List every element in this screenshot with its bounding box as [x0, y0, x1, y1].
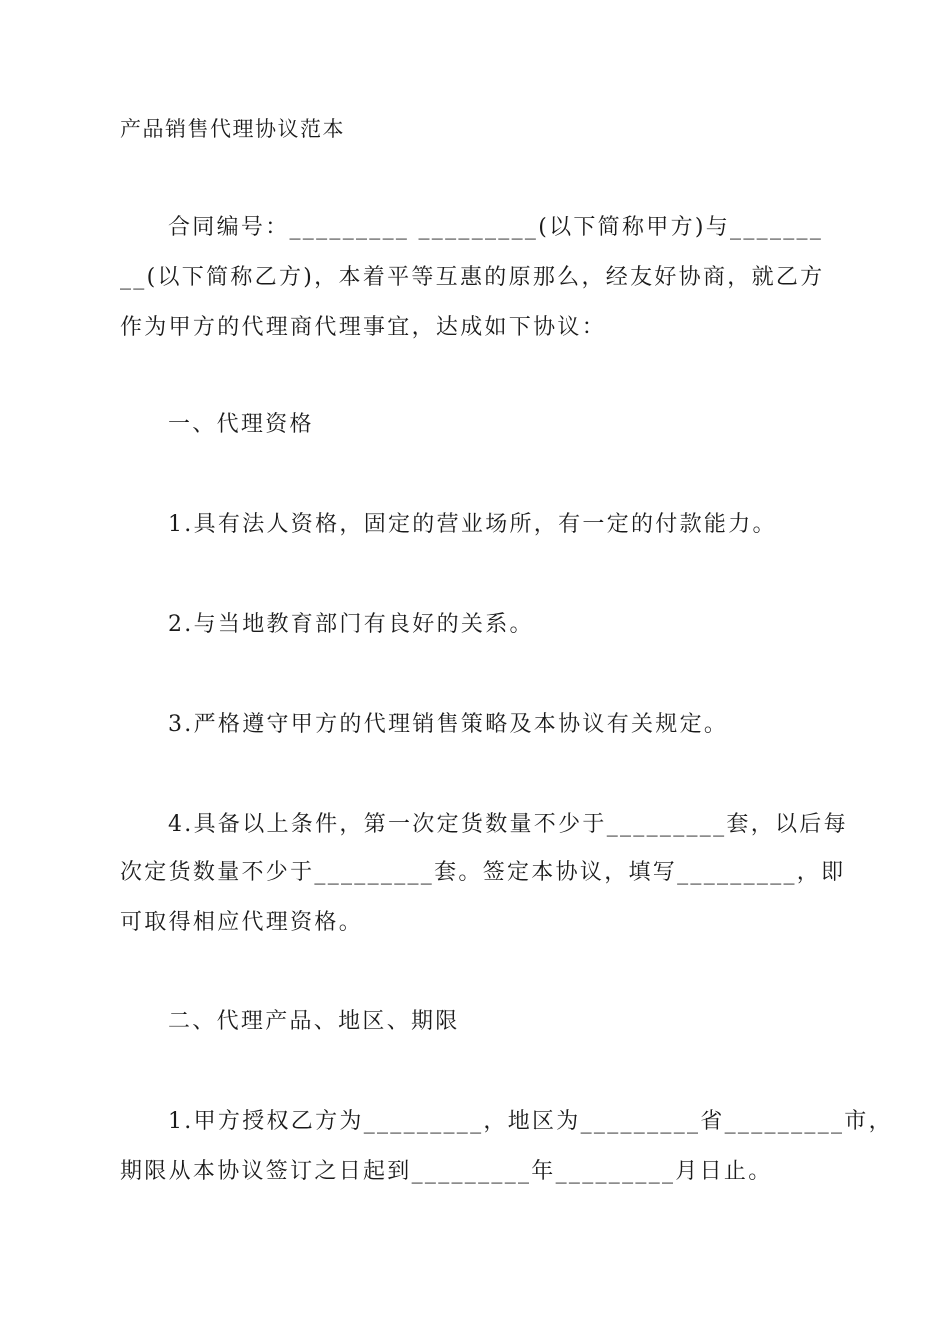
- section-2-item-1-line-2: 期限从本协议签订之日起到_________年_________月日止。: [120, 1159, 773, 1184]
- intro-line-1: 合同编号：_________ _________(以下简称甲方)与_______: [168, 215, 824, 240]
- section-2-item-1-line-1: 1.甲方授权乙方为_________，地区为_________省_________市，: [168, 1109, 893, 1134]
- section-2-heading: 二、代理产品、地区、期限: [168, 1009, 460, 1034]
- section-1-item-4-line-1: 4.具备以上条件，第一次定货数量不少于_________套，以后每: [168, 812, 848, 837]
- section-1-item-3: 3.严格遵守甲方的代理销售策略及本协议有关规定。: [168, 712, 729, 737]
- section-1-item-1: 1.具有法人资格，固定的营业场所，有一定的付款能力。: [168, 512, 777, 537]
- document-title: 产品销售代理协议范本: [120, 117, 345, 141]
- intro-line-3: 作为甲方的代理商代理事宜，达成如下协议：: [120, 315, 607, 340]
- section-1-item-2: 2.与当地教育部门有良好的关系。: [168, 612, 534, 637]
- intro-line-2: __(以下简称乙方)，本着平等互惠的原那么，经友好协商，就乙方: [120, 265, 825, 290]
- section-1-item-4-line-3: 可取得相应代理资格。: [120, 910, 364, 935]
- section-1-item-4-line-2: 次定货数量不少于_________套。签定本协议，填写_________，即: [120, 860, 846, 885]
- section-1-heading: 一、代理资格: [168, 412, 314, 437]
